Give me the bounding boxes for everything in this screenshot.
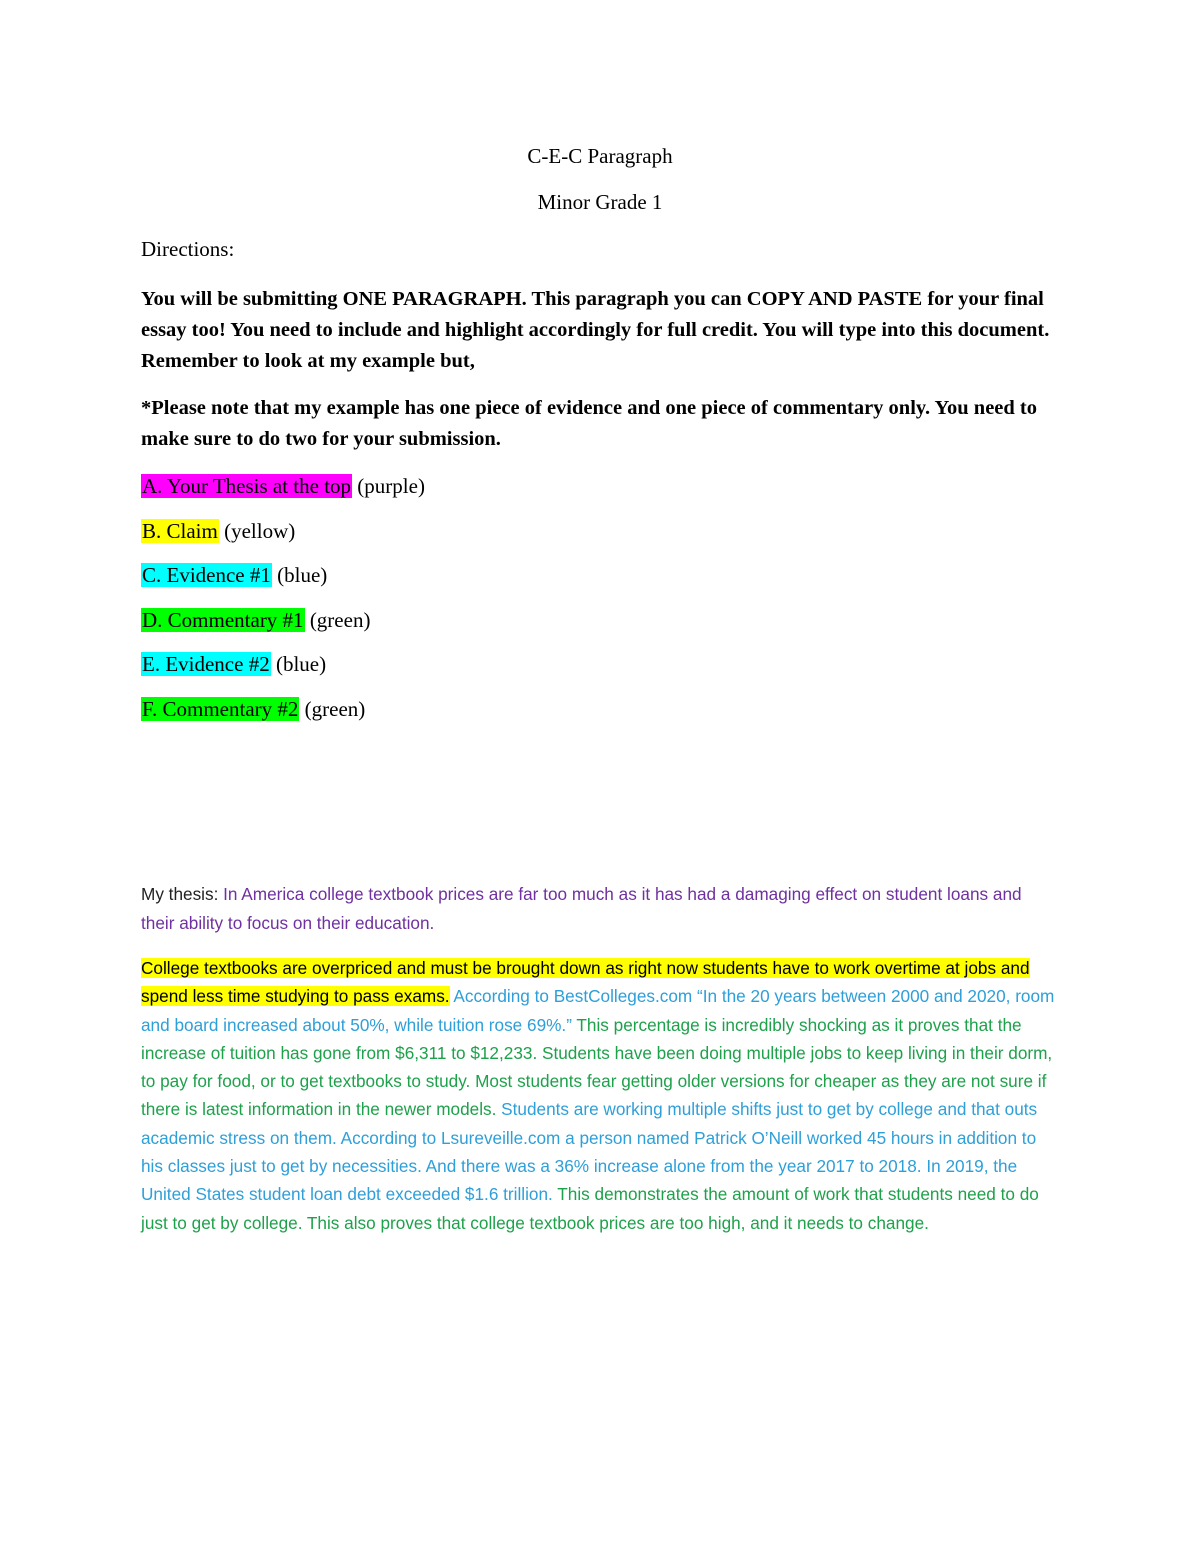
checklist-item-evidence-2 bbox=[141, 651, 326, 677]
checklist-note: (green) bbox=[299, 697, 366, 721]
checklist-note: (purple) bbox=[352, 474, 425, 498]
example-commentary-2: This demonstrates the amount of work that students need to do just to get by college. This also proves that college textbook prices are too high, and it needs to change. bbox=[141, 1184, 1039, 1233]
example-commentary-1: This percentage is incredibly shocking as it proves that the increase of tuition has gone from $6,311 to $12,233. Students have been doing multiple jobs to keep living in their dorm, to pay for food, or to get textbooks to study. Most students fear getting older versions for cheaper as they are not sure if there is latest information in the newer models. bbox=[141, 1014, 1053, 1120]
document-title: C-E-C Paragraph bbox=[527, 144, 673, 168]
directions-note: *Please note that my example has one piece of evidence and one piece of commentary only. You need to make sure to do two for your submission. bbox=[141, 397, 1038, 450]
checklist-highlight: F. Commentary #2 bbox=[142, 697, 299, 721]
document-subtitle: Minor Grade 1 bbox=[537, 190, 663, 214]
checklist-item-thesis bbox=[141, 473, 425, 499]
example-paragraph bbox=[141, 954, 1056, 1237]
checklist-item-evidence-1 bbox=[141, 562, 327, 588]
checklist-highlight: D. Commentary #1 bbox=[142, 608, 304, 632]
example-evidence-1: According to BestColleges.com “In the 20 years between 2000 and 2020, room and board increased about 50%, while tuition rose 69%.” bbox=[141, 986, 1055, 1035]
checklist-highlight: A. Your Thesis at the top bbox=[142, 474, 352, 498]
example-thesis bbox=[141, 880, 1056, 937]
checklist-highlight: C. Evidence #1 bbox=[142, 563, 271, 587]
checklist-highlight: B. Claim bbox=[142, 519, 218, 543]
checklist-highlight: E. Evidence #2 bbox=[142, 652, 270, 676]
checklist-note: (blue) bbox=[270, 652, 327, 676]
example-claim: College textbooks are overpriced and must be brought down as right now students have to work overtime at jobs and spend less time studying to pass exams. bbox=[141, 958, 1030, 1007]
thesis-label: My thesis: bbox=[141, 884, 224, 904]
checklist-item-commentary-1 bbox=[141, 607, 370, 633]
directions-label: Directions: bbox=[141, 237, 235, 261]
checklist-note: (yellow) bbox=[218, 519, 296, 543]
checklist-item-claim bbox=[141, 518, 295, 544]
example-evidence-2: Students are working multiple shifts just to get by college and that outs academic stress on them. According to Lsureveille.com a person named Patrick O’Neill worked 45 hours in addition to his classes just to get by necessities. And there was a 36% increase alone from the year 2017 to 2018. In 2019, the United States student loan debt exceeded $1.6 trillion. bbox=[141, 1099, 1038, 1205]
checklist-note: (blue) bbox=[271, 563, 328, 587]
checklist-note: (green) bbox=[304, 608, 371, 632]
directions-paragraph: You will be submitting ONE PARAGRAPH. This paragraph you can COPY AND PASTE for your final essay too! You need to include and highlight accordingly for full credit. You will type into this document. Remember to look at my example but, bbox=[141, 288, 1050, 372]
checklist-item-commentary-2 bbox=[141, 696, 365, 722]
thesis-text: In America college textbook prices are far too much as it has had a damaging effect on student loans and their ability to focus on their education. bbox=[141, 884, 1022, 933]
